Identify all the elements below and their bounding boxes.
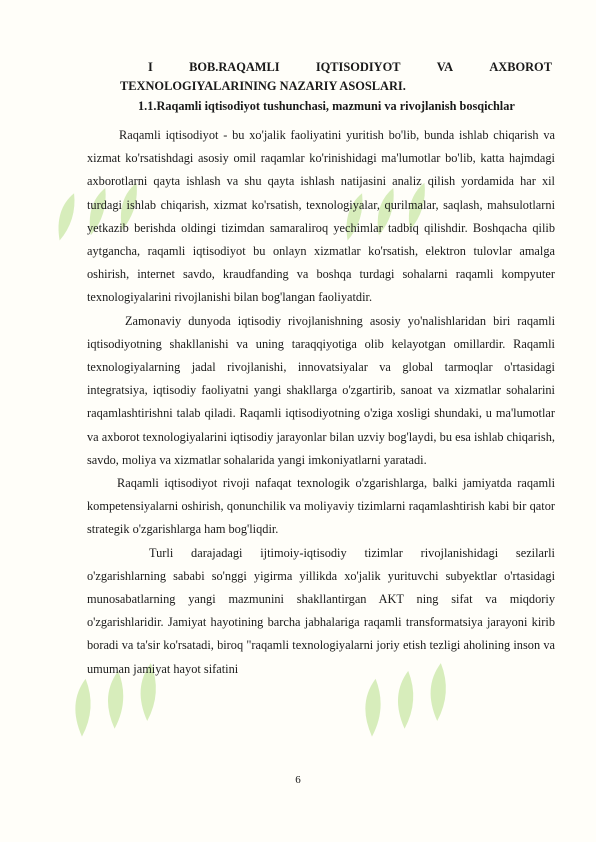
heading-word: AXBOROT	[489, 60, 552, 74]
heading-word: VA	[436, 60, 454, 74]
heading-word: I	[148, 60, 153, 74]
body-text	[87, 124, 555, 681]
paragraph: Turli darajadagi ijtimoiy-iqtisodiy tizimlar rivojlanishidagi sezilarli o'zgarishlarning sababi so'nggi yigirma yillikda xo'jalik yurituvchi subyektlar o'rtasidagi munosabatlarning yangi mazmunini shakllantirgan AKT ning sifat va miqdoriy o'zgarishlaridir. Jamiyat hayotining barcha jabhalariga raqamli transformatsiya jarayoni kirib boradi va ta'sir ko'rsatadi, biroq "raqamli texnologiyalarni joriy etish tezligi aholining inson va umuman jamiyat hayot sifatini	[87, 545, 555, 676]
heading-word: BOB.RAQAMLI	[189, 60, 280, 74]
paragraph: Zamonaviy dunyoda iqtisodiy rivojlanishning asosiy yo'nalishlaridan biri raqamli iqtisodiyotning shakllanishi va uning taraqqiyotiga olib kelayotgan omillardir. Raqamli texnologiyalarning jadal rivojlanishi, innovatsiyalar va global tarmoqlar o'rtasidagi integratsiya, iqtisodiy faoliyatni yangi shakllarga o'zgartirib, sanoat va xizmatlar sohalarini raqamlashtirishni talab qiladi. Raqamli iqtisodiyotning o'ziga xosligi shundaki, u ma'lumotlar va axborot texnologiyalarini iqtisodiy jarayonlar bilan uzviy bog'laydi, bu esa ishlab chiqarish, savdo, moliya va xizmatlar sohalarida yangi imkoniyatlarni yaratadi.	[87, 313, 555, 467]
paragraph: Raqamli iqtisodiyot rivoji nafaqat texnologik o'zgarishlarga, balki jamiyatda raqamli kompetensiyalarni oshirish, qonunchilik va moliyaviy tizimlarni raqamlashtirish kabi bir qator strategik o'zgarishlarga ham bog'liqdir.	[87, 476, 555, 537]
heading-word: IQTISODIYOT	[315, 60, 401, 74]
paragraph: Raqamli iqtisodiyot - bu xo'jalik faoliyatini yuritish bo'lib, bunda ishlab chiqarish va xizmat ko'rsatishdagi asosiy omil raqamlar ko'rinishidagi ma'lumotlar bo'lib, katta hajmdagi axborotlarni qayta ishlash va shu qayta ishlash natijasini analiz qilish yordamida har xil turdagi ishlab chiqarish, xizmat ko'rsatish, texnologiyalar, qurilmalar, saqlash, mahsulotlarni yetkazib berishda oldingi tizimdan samaraliroq yechimlar tadbiq qilishdir. Boshqacha qilib aytgancha, raqamli iqtisodiyot bu onlayn xizmatlar ko'rsatish, elektron tulovlar amalga oshirish, internet savdo, kraudfanding va boshqa turdagi sohalarni raqamli kompyuter texnologiyalarini rivojlanishi bilan bog'langan faoliyatdir.	[87, 128, 555, 305]
heading-line-2: TEXNOLOGIYALARINING NAZARIY ASOSLARI.	[120, 79, 406, 93]
chapter-heading	[120, 58, 552, 96]
page-number: 6	[295, 774, 301, 786]
section-title: 1.1.Raqamli iqtisodiyot tushunchasi, mazmuni va rivojlanish bosqichlar	[138, 99, 515, 113]
